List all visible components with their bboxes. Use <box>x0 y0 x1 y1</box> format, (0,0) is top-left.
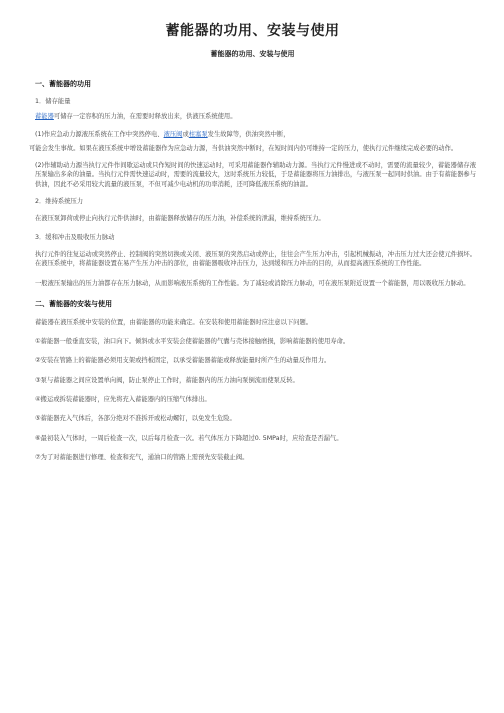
section-heading-functions: 一、蓄能器的功用 <box>35 80 91 88</box>
list-item-point: ③泵与蓄能器之间应设置单向阀，防止泵停止工作时，蓄能器内的压力油向泵倒流而使泵反转。 <box>35 376 299 384</box>
list-item-point: ②安装在管路上的蓄能器必须用支架或挡板固定，以承受蓄能器蓄能或释放能量时所产生的动量反作用力。 <box>35 357 331 365</box>
paragraph-absorb-shock: 执行元件的往复运动或突然停止、控制阀的突然切换或关闭、液压泵的突然启动或停止，往往会产生压力冲击，引起机械振动，冲击压力过大还会使元件损坏。在液压系统中，将蓄能器设置在易产生压力冲击的部位，由蓄能器吸收冲击压力，达到缓和压力冲击的目的，从而提高液压系统的工作性能。 <box>35 250 476 268</box>
paragraph-emergency-source <box>29 130 476 139</box>
paragraph-maintain-pressure: 在液压泵卸荷或停止向执行元件供油时，由蓄能器释放储存的压力油，补偿系统的泄漏，维持系统压力。 <box>35 215 325 223</box>
paragraph-text: 发生故障等，供油突然中断， <box>207 130 290 138</box>
section-heading-installation: 二、蓄能器的安装与使用 <box>35 299 112 308</box>
document-title: 蓄能器的功用、安装与使用 <box>165 23 340 39</box>
list-item-point: ⑥最初装入气体时，一周后检查一次，以后每月检查一次。若气体压力下降超过0. 5MPa时，应给查是否漏气。 <box>35 434 343 442</box>
list-item-point: ⑤蓄能器充入气体后，各部分绝对不准拆开或松动螺钉，以免发生危险。 <box>35 415 236 423</box>
item-heading-store-energy: 1．储存能量 <box>35 98 71 105</box>
paragraph-text: (1)作应急动力源液压系统在工作中突然停电、 <box>35 130 164 138</box>
item-heading-absorb-shock: 3．缓和冲击及吸收压力脉动 <box>35 233 115 241</box>
item-heading-maintain-pressure: 2．维持系统压力 <box>35 198 84 206</box>
paragraph-emergency-source-cont: 可能会发生事故。如果在液压系统中增设蓄能器作为应急动力源，当供油突然中断时，在短时间内仍可维持一定的压力，使执行元件继续完成必要的动作。 <box>29 144 458 152</box>
document-subtitle: 蓄能器的功用、安装与使用 <box>210 50 295 58</box>
paragraph-pressure-pulsation: 一般液压泵输出的压力油都存在压力脉动，从而影响液压系统的工作性能。为了减轻或消除压力脉动，可在液压泵附近设置一个蓄能器，用以吸收压力脉动。 <box>35 279 470 287</box>
list-item-point: ④搬运或拆装蓄能器时，应先将充入蓄能器内的压缩气体排出。 <box>35 396 211 404</box>
paragraph-auxiliary-source: (2)作辅助动力源当执行元件作间歇运动或只作短时间的快速运动时，可采用蓄能器作辅助动力源。当执行元件慢进或不动时，需要的流量较少，蓄能器储存液压泵输出多余的油量。当执行元件需快速运动时，需要的流量较大，这时系统压力较低，于是蓄能器将压力油排出，与液压泵一起同时供油。由于有蓄能器参与供油，因此不必采用较大流量的液压泵，不但可减少电动机的功率消耗，还可降低液压系统的油温。 <box>35 162 476 188</box>
paragraph-store-energy <box>29 112 476 121</box>
paragraph-text: 可储存一定容积的压力油，在需要时释放出来，供液压系统使用。 <box>53 113 237 121</box>
list-item-point: ⑦为了对蓄能器进行修理、检查和充气，通油口的管路上需预先安装截止阀。 <box>35 453 249 461</box>
paragraph-text: 或 <box>182 130 189 138</box>
paragraph-installation-intro: 蓄能器在液压系统中安装的位置，由蓄能器的功能来确定。在安装和使用蓄能器时应注意以下问题。 <box>35 318 313 326</box>
link-accumulator[interactable]: 蓄能器 <box>35 113 54 121</box>
list-item-point: ①蓄能器一般垂直安装，油口向下。倾斜或水平安装会使蓄能器的气囊与壳体接触磨损，影响蓄能器的使用寿命。 <box>35 338 350 346</box>
link-hydraulic-valve[interactable]: 液压阀 <box>163 130 183 138</box>
link-plunger-pump[interactable]: 柱塞泵 <box>188 130 208 138</box>
